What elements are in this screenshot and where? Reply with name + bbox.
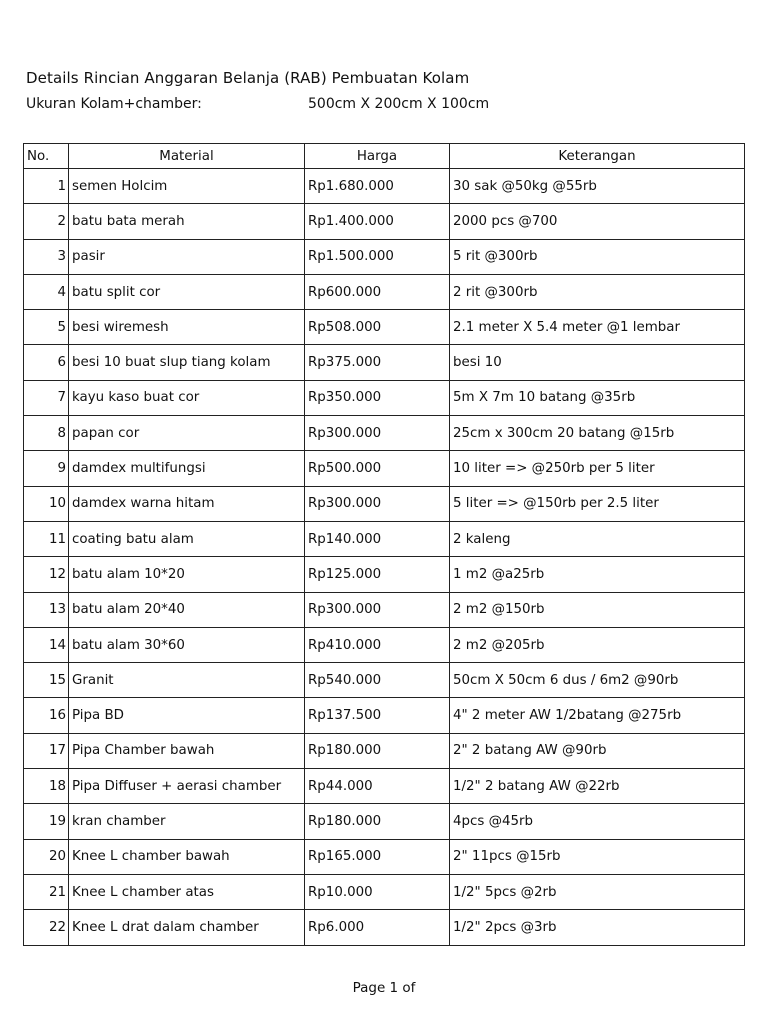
cell-material: batu bata merah bbox=[69, 204, 305, 239]
cell-harga: Rp600.000 bbox=[305, 274, 450, 309]
cell-harga: Rp165.000 bbox=[305, 839, 450, 874]
cell-no: 1 bbox=[24, 169, 69, 204]
cell-keterangan: 2 m2 @205rb bbox=[450, 627, 745, 662]
pond-size-value: 500cm X 200cm X 100cm bbox=[308, 96, 490, 112]
cell-harga: Rp375.000 bbox=[305, 345, 450, 380]
cell-material: Pipa Diffuser + aerasi chamber bbox=[69, 769, 305, 804]
cell-no: 12 bbox=[24, 557, 69, 592]
cell-material: Knee L drat dalam chamber bbox=[69, 910, 305, 945]
table-row bbox=[24, 592, 745, 627]
cell-material: batu split cor bbox=[69, 274, 305, 309]
cell-harga: Rp10.000 bbox=[305, 874, 450, 909]
header-harga: Harga bbox=[305, 144, 450, 169]
cell-keterangan: besi 10 bbox=[450, 345, 745, 380]
table-row bbox=[24, 451, 745, 486]
table-row bbox=[24, 839, 745, 874]
cell-material: Pipa BD bbox=[69, 698, 305, 733]
cell-no: 21 bbox=[24, 874, 69, 909]
cell-no: 18 bbox=[24, 769, 69, 804]
cell-no: 5 bbox=[24, 310, 69, 345]
cell-material: Knee L chamber bawah bbox=[69, 839, 305, 874]
cell-keterangan: 1/2" 2pcs @3rb bbox=[450, 910, 745, 945]
cell-material: Granit bbox=[69, 663, 305, 698]
cell-keterangan: 25cm x 300cm 20 batang @15rb bbox=[450, 416, 745, 451]
cell-material: papan cor bbox=[69, 416, 305, 451]
cell-material: batu alam 30*60 bbox=[69, 627, 305, 662]
cell-harga: Rp500.000 bbox=[305, 451, 450, 486]
cell-keterangan: 5 liter => @150rb per 2.5 liter bbox=[450, 486, 745, 521]
cell-keterangan: 1/2" 2 batang AW @22rb bbox=[450, 769, 745, 804]
cell-no: 17 bbox=[24, 733, 69, 768]
cell-keterangan: 30 sak @50kg @55rb bbox=[450, 169, 745, 204]
cell-harga: Rp540.000 bbox=[305, 663, 450, 698]
table-row bbox=[24, 204, 745, 239]
table-row bbox=[24, 239, 745, 274]
cell-harga: Rp1.680.000 bbox=[305, 169, 450, 204]
table-row bbox=[24, 274, 745, 309]
cell-harga: Rp410.000 bbox=[305, 627, 450, 662]
budget-table bbox=[23, 143, 745, 946]
header-material: Material bbox=[69, 144, 305, 169]
cell-no: 13 bbox=[24, 592, 69, 627]
table-row bbox=[24, 486, 745, 521]
cell-material: pasir bbox=[69, 239, 305, 274]
cell-keterangan: 2.1 meter X 5.4 meter @1 lembar bbox=[450, 310, 745, 345]
cell-no: 16 bbox=[24, 698, 69, 733]
cell-keterangan: 2" 2 batang AW @90rb bbox=[450, 733, 745, 768]
table-row bbox=[24, 627, 745, 662]
cell-no: 6 bbox=[24, 345, 69, 380]
page-footer: Page 1 of bbox=[352, 980, 416, 996]
cell-keterangan: 2000 pcs @700 bbox=[450, 204, 745, 239]
cell-material: Pipa Chamber bawah bbox=[69, 733, 305, 768]
table-header-row bbox=[24, 144, 745, 169]
cell-keterangan: 1 m2 @a25rb bbox=[450, 557, 745, 592]
cell-keterangan: 50cm X 50cm 6 dus / 6m2 @90rb bbox=[450, 663, 745, 698]
cell-no: 10 bbox=[24, 486, 69, 521]
cell-no: 2 bbox=[24, 204, 69, 239]
cell-harga: Rp508.000 bbox=[305, 310, 450, 345]
header-keterangan: Keterangan bbox=[450, 144, 745, 169]
cell-harga: Rp300.000 bbox=[305, 592, 450, 627]
cell-harga: Rp300.000 bbox=[305, 486, 450, 521]
table-row bbox=[24, 910, 745, 945]
cell-keterangan: 10 liter => @250rb per 5 liter bbox=[450, 451, 745, 486]
cell-keterangan: 2 m2 @150rb bbox=[450, 592, 745, 627]
cell-material: batu alam 20*40 bbox=[69, 592, 305, 627]
cell-no: 7 bbox=[24, 380, 69, 415]
table-row bbox=[24, 310, 745, 345]
cell-material: batu alam 10*20 bbox=[69, 557, 305, 592]
table-row bbox=[24, 521, 745, 556]
cell-no: 8 bbox=[24, 416, 69, 451]
table-row bbox=[24, 380, 745, 415]
cell-harga: Rp6.000 bbox=[305, 910, 450, 945]
table-row bbox=[24, 557, 745, 592]
table-body bbox=[24, 169, 745, 946]
cell-material: besi wiremesh bbox=[69, 310, 305, 345]
cell-no: 19 bbox=[24, 804, 69, 839]
table-row bbox=[24, 804, 745, 839]
table-row bbox=[24, 663, 745, 698]
cell-material: coating batu alam bbox=[69, 521, 305, 556]
cell-keterangan: 4" 2 meter AW 1/2batang @275rb bbox=[450, 698, 745, 733]
table-row bbox=[24, 769, 745, 804]
table-row bbox=[24, 416, 745, 451]
cell-keterangan: 4pcs @45rb bbox=[450, 804, 745, 839]
cell-keterangan: 2" 11pcs @15rb bbox=[450, 839, 745, 874]
cell-material: kayu kaso buat cor bbox=[69, 380, 305, 415]
cell-material: besi 10 buat slup tiang kolam bbox=[69, 345, 305, 380]
cell-harga: Rp44.000 bbox=[305, 769, 450, 804]
cell-no: 20 bbox=[24, 839, 69, 874]
cell-harga: Rp350.000 bbox=[305, 380, 450, 415]
cell-keterangan: 1/2" 5pcs @2rb bbox=[450, 874, 745, 909]
cell-material: Knee L chamber atas bbox=[69, 874, 305, 909]
cell-no: 9 bbox=[24, 451, 69, 486]
cell-harga: Rp1.500.000 bbox=[305, 239, 450, 274]
cell-no: 22 bbox=[24, 910, 69, 945]
cell-harga: Rp300.000 bbox=[305, 416, 450, 451]
cell-no: 3 bbox=[24, 239, 69, 274]
cell-harga: Rp125.000 bbox=[305, 557, 450, 592]
cell-keterangan: 5 rit @300rb bbox=[450, 239, 745, 274]
cell-harga: Rp180.000 bbox=[305, 804, 450, 839]
table-row bbox=[24, 874, 745, 909]
cell-material: damdex warna hitam bbox=[69, 486, 305, 521]
cell-material: semen Holcim bbox=[69, 169, 305, 204]
table-row bbox=[24, 345, 745, 380]
pond-size-label: Ukuran Kolam+chamber: bbox=[26, 96, 202, 112]
cell-no: 14 bbox=[24, 627, 69, 662]
cell-no: 15 bbox=[24, 663, 69, 698]
cell-harga: Rp1.400.000 bbox=[305, 204, 450, 239]
cell-material: damdex multifungsi bbox=[69, 451, 305, 486]
cell-keterangan: 5m X 7m 10 batang @35rb bbox=[450, 380, 745, 415]
table-row bbox=[24, 169, 745, 204]
header-no: No. bbox=[24, 144, 69, 169]
cell-harga: Rp137.500 bbox=[305, 698, 450, 733]
cell-keterangan: 2 kaleng bbox=[450, 521, 745, 556]
cell-keterangan: 2 rit @300rb bbox=[450, 274, 745, 309]
table-row bbox=[24, 733, 745, 768]
cell-no: 11 bbox=[24, 521, 69, 556]
document-title: Details Rincian Anggaran Belanja (RAB) Pembuatan Kolam bbox=[26, 69, 470, 87]
table-row bbox=[24, 698, 745, 733]
cell-no: 4 bbox=[24, 274, 69, 309]
cell-harga: Rp140.000 bbox=[305, 521, 450, 556]
cell-harga: Rp180.000 bbox=[305, 733, 450, 768]
cell-material: kran chamber bbox=[69, 804, 305, 839]
